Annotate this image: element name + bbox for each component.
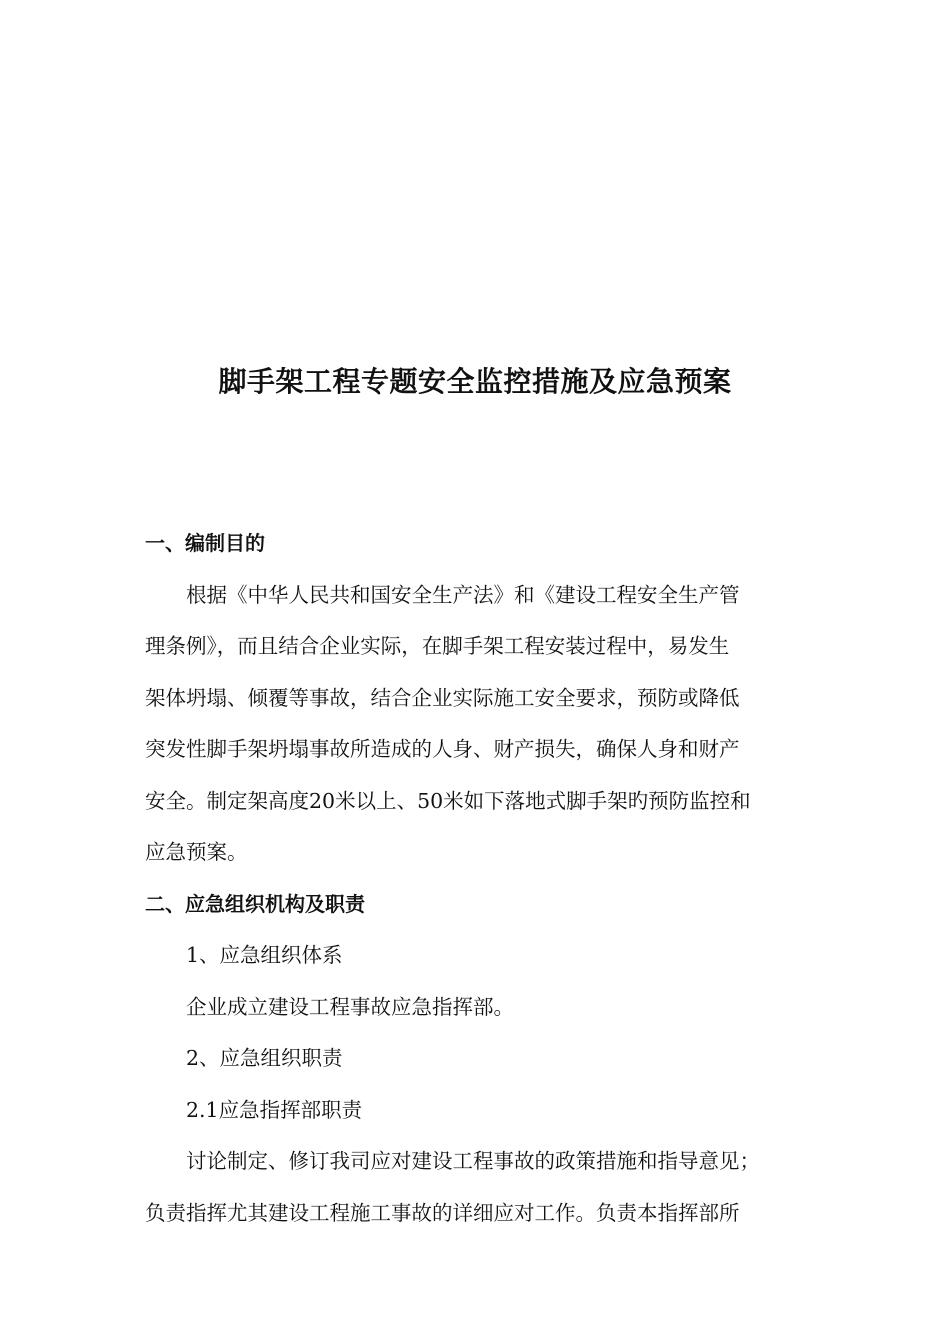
document-title: 脚手架工程专题安全监控措施及应急预案: [218, 365, 732, 398]
paragraph-line: 理条例》，而且结合企业实际，在脚手架工程安装过程中，易发生: [145, 634, 730, 658]
paragraph-line: 讨论制定、修订我司应对建设工程事故的政策措施和指导意见；: [186, 1149, 760, 1173]
section-heading-purpose: 一、编制目的: [145, 531, 265, 555]
sub-heading-emergency-duties: 2、应急组织职责: [186, 1046, 343, 1070]
section-paragraph-command-duties: [145, 1136, 825, 1239]
section-heading-organization: 二、应急组织机构及职责: [145, 891, 365, 916]
document-body: [145, 518, 825, 1239]
paragraph-line: 应急预案。: [145, 840, 248, 864]
section-paragraph-purpose: [145, 570, 825, 879]
paragraph-line: 根据《中华人民共和国安全生产法》和《建设工程安全生产管: [186, 582, 740, 607]
paragraph-line: 安全。制定架高度20米以上、50米如下落地式脚手架旳预防监控和: [145, 788, 751, 813]
paragraph-line: 架体坍塌、倾覆等事故，结合企业实际施工安全要求，预防或降低: [145, 685, 740, 710]
sub-heading-command-duties: 2.1应急指挥部职责: [186, 1097, 363, 1122]
paragraph-line: 企业成立建设工程事故应急指挥部。: [186, 994, 514, 1019]
paragraph-line: 负责指挥尤其建设工程施工事故的详细应对工作。负责本指挥部所: [145, 1200, 740, 1225]
sub-heading-emergency-system: 1、应急组织体系: [186, 943, 343, 967]
paragraph-line: 突发性脚手架坍塌事故所造成的人身、财产损失，确保人身和财产: [145, 737, 740, 761]
